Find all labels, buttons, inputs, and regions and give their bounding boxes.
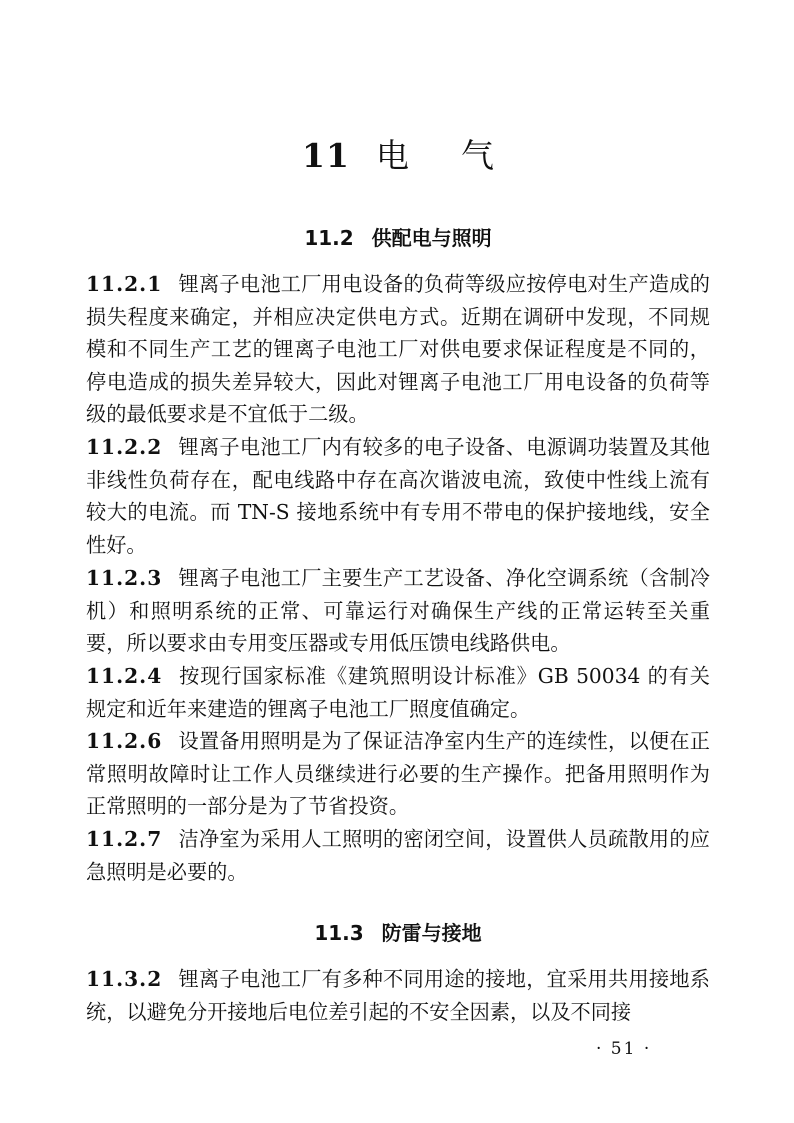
section-heading-11-3 (86, 918, 710, 948)
clause-11-2-7 (86, 823, 710, 888)
page-number: · 51 · (596, 1039, 652, 1059)
clause-text: 洁净室为采用人工照明的密闭空间，设置供人员疏散用的应急照明是必要的。 (86, 827, 710, 884)
clause-11-2-6 (86, 725, 710, 823)
clause-number: 11.2.6 (86, 729, 163, 753)
clause-text: 锂离子电池工厂内有较多的电子设备、电源调功装置及其他非线性负荷存在，配电线路中存在高次谐波电流，致使中性线上流有较大的电流。而 TN-S 接地系统中有专用不带电的保护接地线，安全性好。 (86, 435, 710, 557)
clause-11-2-4 (86, 660, 710, 725)
clause-number: 11.3.2 (86, 967, 163, 991)
clause-text: 锂离子电池工厂有多种不同用途的接地，宜采用共用接地系统，以避免分开接地后电位差引起的不安全因素，以及不同接 (86, 967, 710, 1024)
section-number: 11.3 (314, 921, 364, 945)
chapter-number: 11 (302, 136, 350, 175)
chapter-title-char-2: 气 (460, 136, 494, 175)
clause-number: 11.2.3 (86, 566, 163, 590)
clause-text: 锂离子电池工厂主要生产工艺设备、净化空调系统（含制冷机）和照明系统的正常、可靠运行对确保生产线的正常运转至关重要，所以要求由专用变压器或专用低压馈电线路供电。 (86, 566, 710, 656)
clause-number: 11.2.4 (86, 664, 163, 688)
chapter-title-char-1: 电 (375, 136, 409, 175)
chapter-title (86, 132, 710, 180)
section-title: 防雷与接地 (381, 921, 482, 945)
clause-number: 11.2.7 (86, 827, 163, 851)
clause-11-2-2 (86, 431, 710, 561)
clause-11-3-2 (86, 963, 710, 1028)
clause-text: 按现行国家标准《建筑照明设计标准》GB 50034 的有关规定和近年来建造的锂离子电池工厂照度值确定。 (86, 664, 710, 721)
clause-text: 锂离子电池工厂用电设备的负荷等级应按停电对生产造成的损失程度来确定，并相应决定供电方式。近期在调研中发现，不同规模和不同生产工艺的锂离子电池工厂对供电要求保证程度是不同的，停电造成的损失差异较大，因此对锂离子电池工厂用电设备的负荷等级的最低要求是不宜低于二级。 (86, 272, 710, 427)
section-title: 供配电与照明 (371, 226, 492, 250)
clause-text: 设置备用照明是为了保证洁净室内生产的连续性，以便在正常照明故障时让工作人员继续进行必要的生产操作。把备用照明作为正常照明的一部分是为了节省投资。 (86, 729, 710, 819)
section-heading-11-2 (86, 223, 710, 253)
clause-number: 11.2.2 (86, 435, 163, 459)
clause-number: 11.2.1 (86, 272, 163, 296)
clause-11-2-1 (86, 268, 710, 431)
clause-11-2-3 (86, 562, 710, 660)
section-number: 11.2 (304, 226, 354, 250)
